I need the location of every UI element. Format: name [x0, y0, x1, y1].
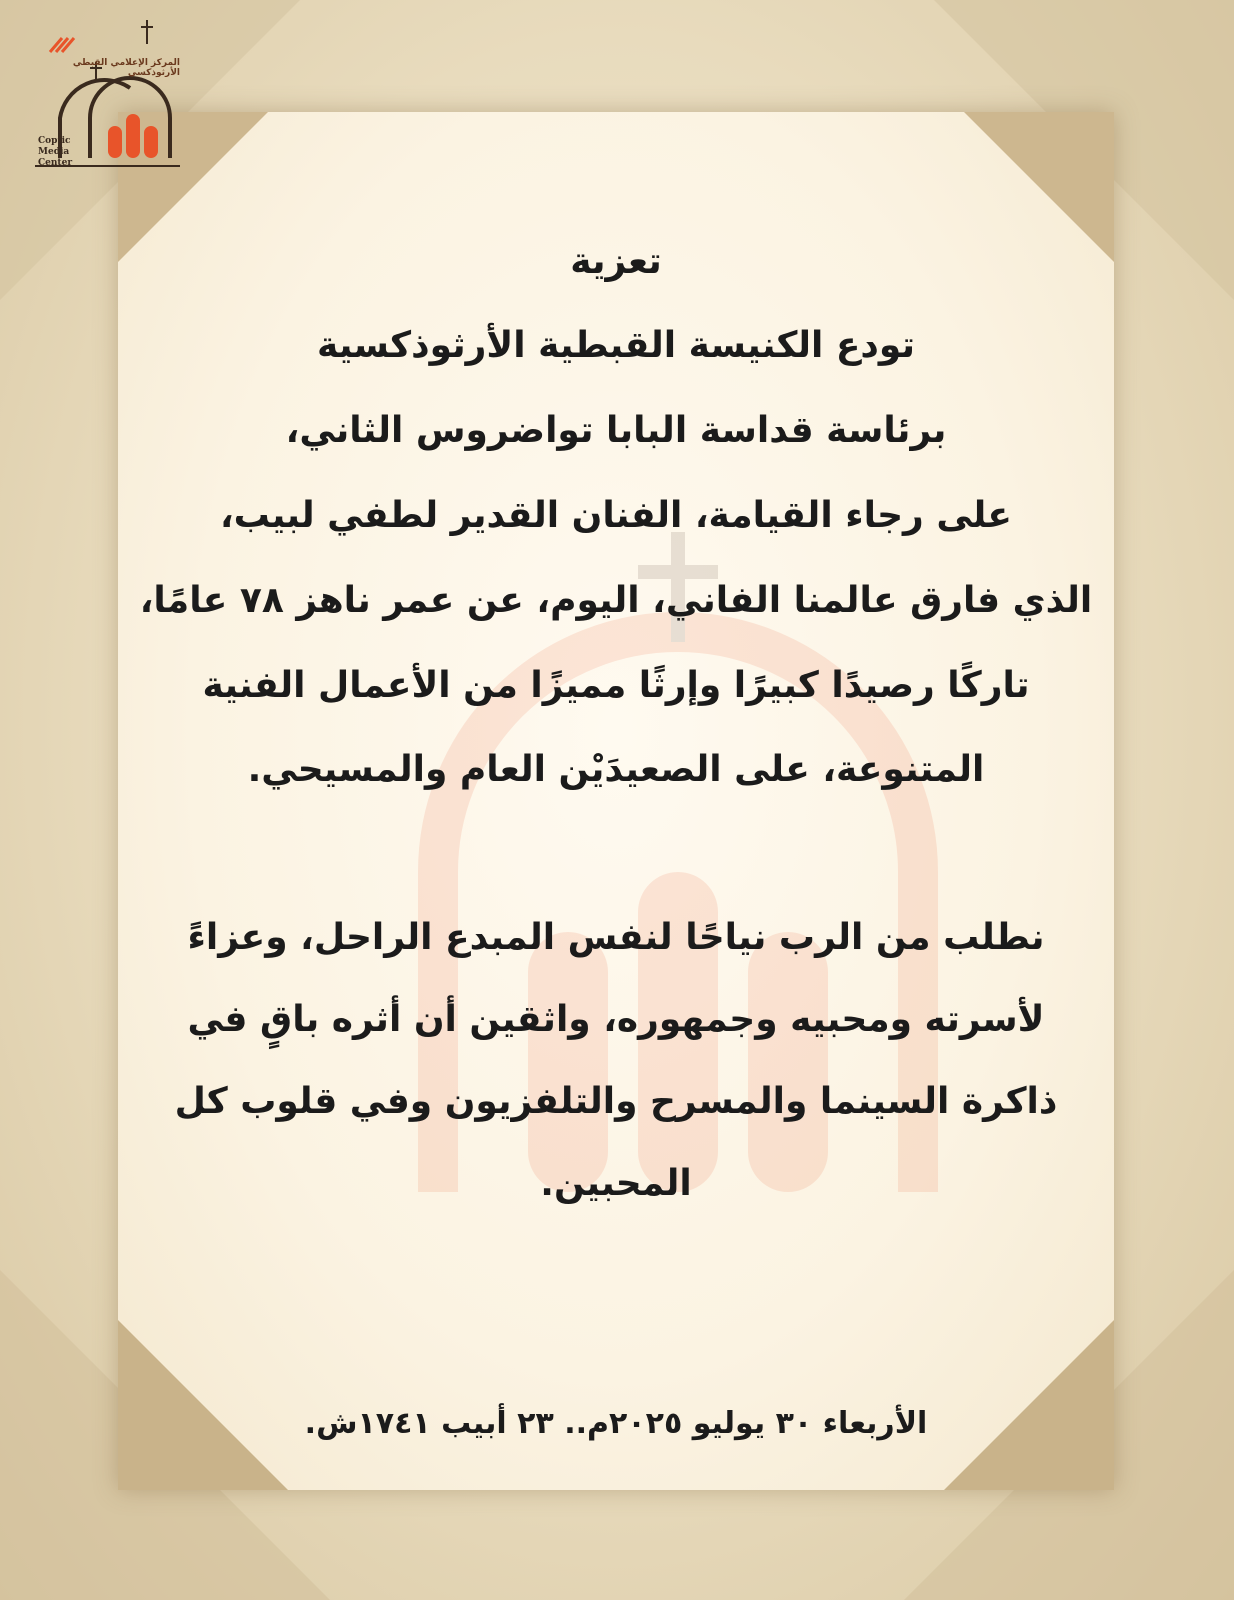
document-date: الأربعاء ٣٠ يوليو ٢٠٢٥م.. ٢٣ أبيب ١٧٤١ش. [304, 1406, 928, 1441]
body-line-6: المتنوعة، على الصعيدَيْن العام والمسيحي. [247, 749, 985, 790]
body-line-3: على رجاء القيامة، الفنان القدير لطفي لبيب، [219, 495, 1013, 536]
logo-word-media: Media [38, 147, 70, 157]
body-line-10: المحبين. [540, 1163, 692, 1204]
coptic-media-center-logo [30, 18, 190, 173]
body-line-5: تاركًا رصيدًا كبيرًا وإرثًا مميزًا من الأعمال الفنية [202, 665, 1030, 706]
body-line-4: الذي فارق عالمنا الفاني، اليوم، عن عمر ناهز ٧٨ عامًا، [139, 580, 1093, 621]
body-line-2: برئاسة قداسة البابا تواضروس الثاني، [285, 410, 947, 451]
logo-word-center: Center [38, 158, 73, 168]
body-line-1: تودع الكنيسة القبطية الأرثوذكسية [317, 325, 915, 366]
logo-arabic-name: المركز الإعلامي القبطي الأرثوذكسي [72, 58, 180, 78]
body-line-7: نطلب من الرب نياحًا لنفس المبدع الراحل، وعزاءً [187, 917, 1045, 958]
document-title: تعزية [570, 241, 662, 282]
logo-word-coptic: Coptic [38, 136, 71, 146]
condolence-card [118, 112, 1114, 1490]
body-line-9: ذاكرة السينما والمسرح والتلفزيون وفي قلوب كل [174, 1081, 1058, 1122]
logo-english-name [38, 136, 72, 169]
body-line-8: لأسرته ومحبيه وجمهوره، واثقين أن أثره باقٍ في [187, 999, 1045, 1040]
